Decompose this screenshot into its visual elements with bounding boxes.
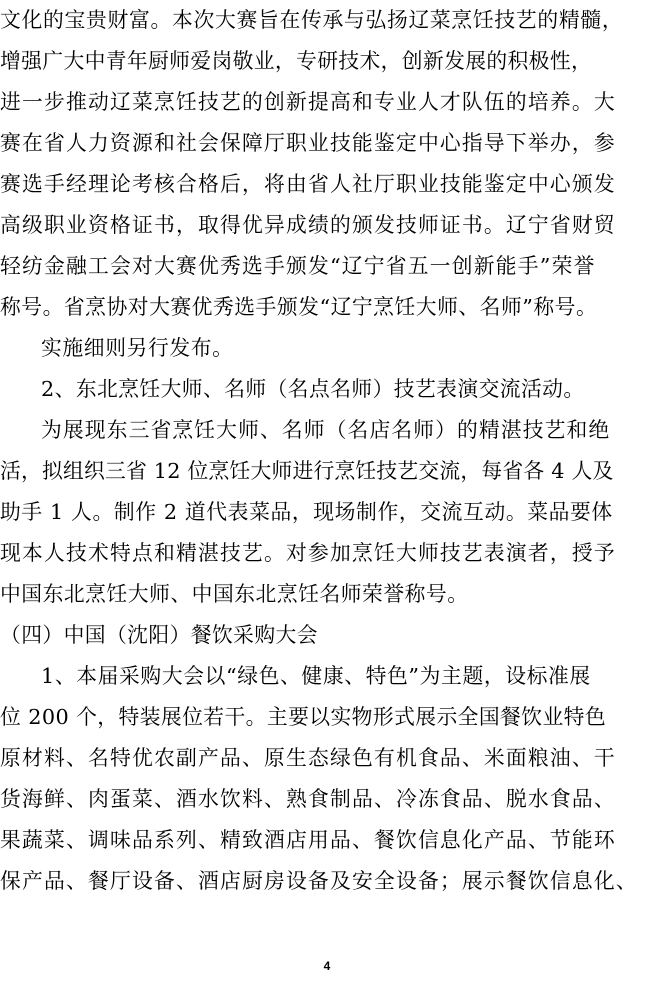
paragraph-line: 高级职业资格证书，取得优异成绩的颁发技师证书。辽宁省财贸: [0, 213, 616, 237]
paragraph-line: 位 200 个，特装展位若干。主要以实物形式展示全国餐饮业特色: [0, 705, 607, 729]
paragraph-line: 文化的宝贵财富。本次大赛旨在传承与弘扬辽菜烹饪技艺的精髓，: [0, 8, 624, 32]
paragraph-line: 增强广大中青年厨师爱岗敬业，专研技术，创新发展的积极性，: [0, 49, 593, 73]
paragraph-line: 轻纺金融工会对大赛优秀选手颁发“辽宁省五一创新能手”荣誉: [0, 254, 596, 278]
paragraph-line: 赛选手经理论考核合格后，将由省人社厅职业技能鉴定中心颁发: [0, 172, 616, 196]
paragraph-line: 活，拟组织三省 12 位烹饪大师进行烹饪技艺交流，每省各 4 人及: [0, 459, 614, 483]
paragraph-line: 果蔬菜、调味品系列、精致酒店用品、餐饮信息化产品、节能环: [0, 828, 616, 852]
paragraph-line: 赛在省人力资源和社会保障厅职业技能鉴定中心指导下举办，参: [0, 131, 616, 155]
section-heading: （四）中国（沈阳）餐饮采购大会: [0, 623, 318, 647]
page-number: 4: [323, 959, 331, 973]
paragraph-line: 保产品、餐厅设备、酒店厨房设备及安全设备；展示餐饮信息化、: [0, 869, 638, 893]
paragraph-line: 为展现东三省烹饪大师、名师（名店名师）的精湛技艺和绝: [41, 418, 611, 442]
paragraph-line: 中国东北烹饪大师、中国东北烹饪名师荣誉称号。: [0, 582, 469, 606]
paragraph-line: 助手 1 人。制作 2 道代表菜品，现场制作，交流互动。菜品要体: [0, 500, 613, 524]
paragraph-line: 实施细则另行发布。: [41, 336, 234, 360]
paragraph-line: 称号。省烹协对大赛优秀选手颁发“辽宁烹饪大师、名师”称号。: [0, 295, 598, 319]
paragraph-line: 现本人技术特点和精湛技艺。对参加烹饪大师技艺表演者，授予: [0, 541, 616, 565]
section-subheading: 2、东北烹饪大师、名师（名点名师）技艺表演交流活动。: [41, 377, 585, 401]
paragraph-line: 货海鲜、肉蛋菜、酒水饮料、熟食制品、冷冻食品、脱水食品、: [0, 787, 616, 811]
paragraph-line: 进一步推动辽菜烹饪技艺的创新提高和专业人才队伍的培养。大: [0, 90, 616, 114]
paragraph-line: 原材料、名特优农副产品、原生态绿色有机食品、米面粮油、干: [0, 746, 616, 770]
paragraph-line: 1、本届采购大会以“绿色、健康、特色”为主题，设标准展: [41, 664, 591, 688]
